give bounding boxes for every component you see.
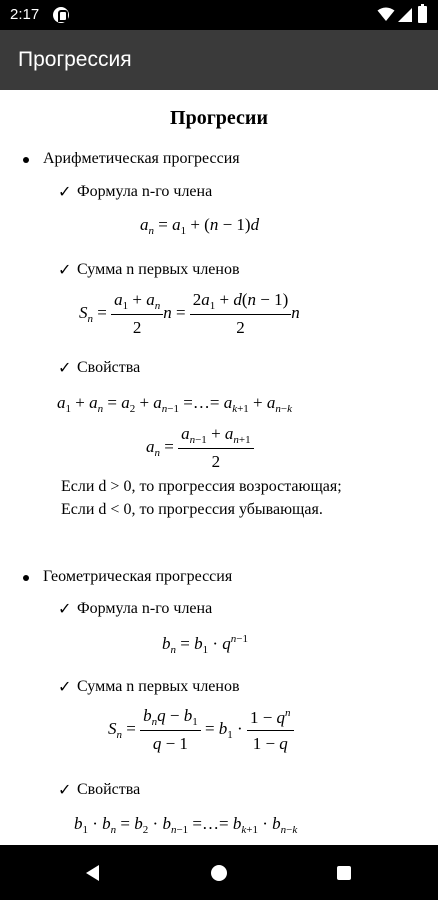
- back-icon[interactable]: [86, 865, 99, 881]
- geometric-sum-label: Сумма n первых членов: [77, 678, 240, 695]
- cell-signal-icon: [397, 7, 413, 23]
- section-title-geometric: Геометрическая прогрессия: [43, 568, 233, 585]
- arithmetic-nth-term-formula: $a_n = a_1 + (n - 1)d$: [140, 215, 260, 237]
- navigation-bar: [0, 845, 438, 900]
- geometric-formula-label: Формула n-го члена: [77, 600, 213, 617]
- arithmetic-sum-label: Сумма n первых членов: [77, 261, 240, 278]
- section-title-arithmetic: Арифметическая прогрессия: [43, 150, 240, 167]
- recents-icon[interactable]: [337, 866, 351, 880]
- home-icon[interactable]: [211, 865, 227, 881]
- app-bar: [0, 30, 438, 90]
- geometric-sum-formula: $S_n$ = $\frac{b_nq - b_1}{q - 1}$ = $b_1$ · $\frac{1 - q^n}{1 - q}$: [108, 706, 294, 754]
- check-mark-icon: ✓: [58, 599, 72, 618]
- check-mark-icon: ✓: [58, 677, 72, 696]
- geometric-nth-term-formula: $b_n = b_1 \cdot q^{n-1}$: [162, 633, 248, 656]
- bullet-geometric: [23, 575, 29, 581]
- arithmetic-sum-formula: $S_n$ = $\frac{a_1 + a_n}{2}$ n = $\frac{2a_1 + d(n - 1)}{2}$ n: [79, 290, 300, 337]
- app-title: Прогрессия: [18, 48, 132, 71]
- check-mark-icon: ✓: [58, 358, 72, 377]
- arithmetic-properties-label: Свойства: [77, 359, 141, 376]
- note-decreasing: Если d < 0, то прогрессия убывающая.: [61, 501, 323, 518]
- status-time: 2:17: [10, 6, 40, 23]
- geometric-property-product: $b_1 \cdot b_n = b_2 \cdot b_{n-1}$ =…= $b_{k+1} \cdot b_{n-k}$: [74, 814, 298, 836]
- battery-icon: [418, 6, 427, 23]
- page-heading: Прогресии: [170, 107, 268, 129]
- arithmetic-formula-label: Формула n-го члена: [77, 183, 213, 200]
- check-mark-icon: ✓: [58, 182, 72, 201]
- arithmetic-property-sum: $a_1 + a_n = a_2 + a_{n-1}$ =…= $a_{k+1} + a_{n-k}$: [57, 393, 292, 415]
- notification-app-icon: [53, 7, 69, 23]
- wifi-icon: [377, 7, 395, 22]
- content-area[interactable]: [0, 90, 438, 845]
- arithmetic-property-mean: $a_n$ = $\frac{a_{n-1} + a_{n+1}}{2}$: [146, 424, 254, 472]
- check-mark-icon: ✓: [58, 780, 72, 799]
- check-mark-icon: ✓: [58, 260, 72, 279]
- bullet-arithmetic: [23, 157, 29, 163]
- geometric-properties-label: Свойства: [77, 781, 141, 798]
- status-bar: [0, 0, 438, 30]
- note-increasing: Если d > 0, то прогрессия возростающая;: [61, 478, 342, 495]
